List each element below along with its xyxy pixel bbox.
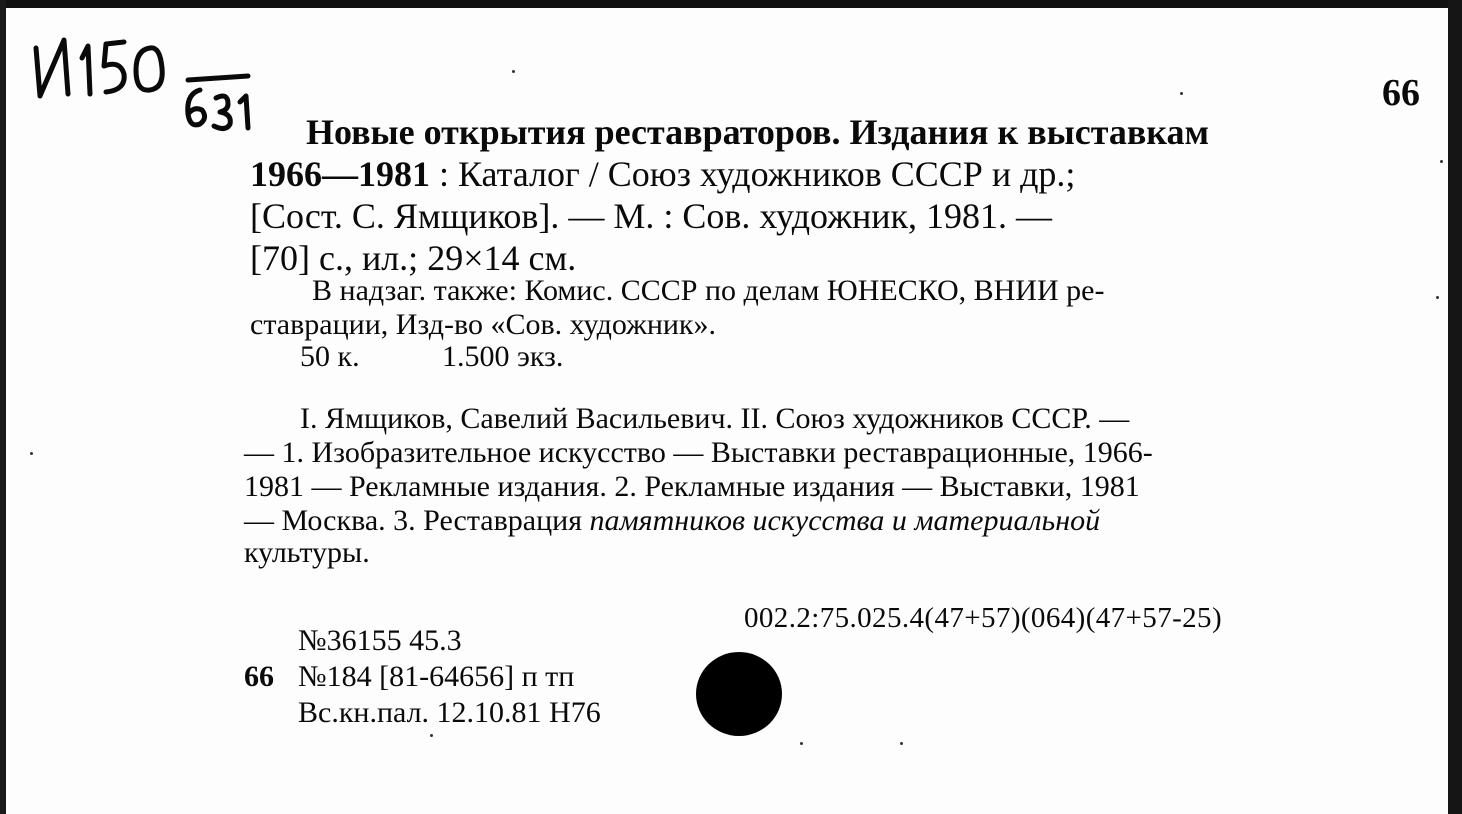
scan-speck [1440,160,1443,163]
card-right-edge [1448,0,1462,814]
scan-speck [900,742,903,745]
subjects-line-4 [244,506,1100,536]
note-line-2: ставрации, Изд-во «Сов. художник». [250,308,717,341]
scan-speck [800,742,803,745]
title-line-1 [306,114,1209,150]
subjects-line-5: культуры. [244,536,370,569]
card-left-edge [0,0,6,814]
subjects-line-1: I. Ямщиков, Савелий Васильевич. II. Союз художников СССР. — [300,402,1130,435]
footer-line-2: №184 [81-64656] п тп [298,660,575,693]
scan-speck [512,70,515,73]
scan-speck [1436,296,1439,299]
note-copies: 1.500 экз. [442,340,564,373]
handwritten-call-number [28,18,278,138]
scan-speck [430,734,433,737]
subjects-line-4-b: памятников искусства и материальной [589,504,1101,537]
scan-speck [30,452,33,455]
title-line-2-rest: : Каталог / Союз художников СССР и др.; [430,154,1076,194]
card-top-edge [0,0,1462,8]
title-bold-1: Новые открытия реставраторов. Издания к выставкам [306,112,1210,152]
title-line-4: [70] с., ил.; 29×14 см. [250,238,577,278]
title-line-3: [Сост. С. Ямщиков]. — М. : Сов. художник, 1981. — [250,196,1053,236]
subjects-line-3: 1981 — Рекламные издания. 2. Рекламные издания — Выставки, 1981 [244,470,1140,503]
punch-hole [696,652,782,736]
footer-line-2-prefix: 66 [244,660,274,693]
note-line-1: В надзаг. также: Комис. СССР по делам ЮНЕСКО, ВНИИ ре- [312,274,1105,307]
card-number: 66 [1382,72,1420,114]
classification-index: 002.2:75.025.4(47+57)(064)(47+57-25) [744,602,1223,634]
note-price: 50 к. [300,340,360,373]
scan-speck [1180,92,1183,95]
title-line-2 [250,156,1075,192]
subjects-line-4-a: — Москва. 3. Реставрация [244,504,590,537]
footer-line-1: №36155 45.3 [298,624,462,657]
title-bold-2: 1966—1981 [250,154,430,194]
footer-line-3: Вс.кн.пал. 12.10.81 Н76 [298,696,601,729]
subjects-line-2: — 1. Изобразительное искусство — Выставки реставрационные, 1966- [244,436,1153,469]
